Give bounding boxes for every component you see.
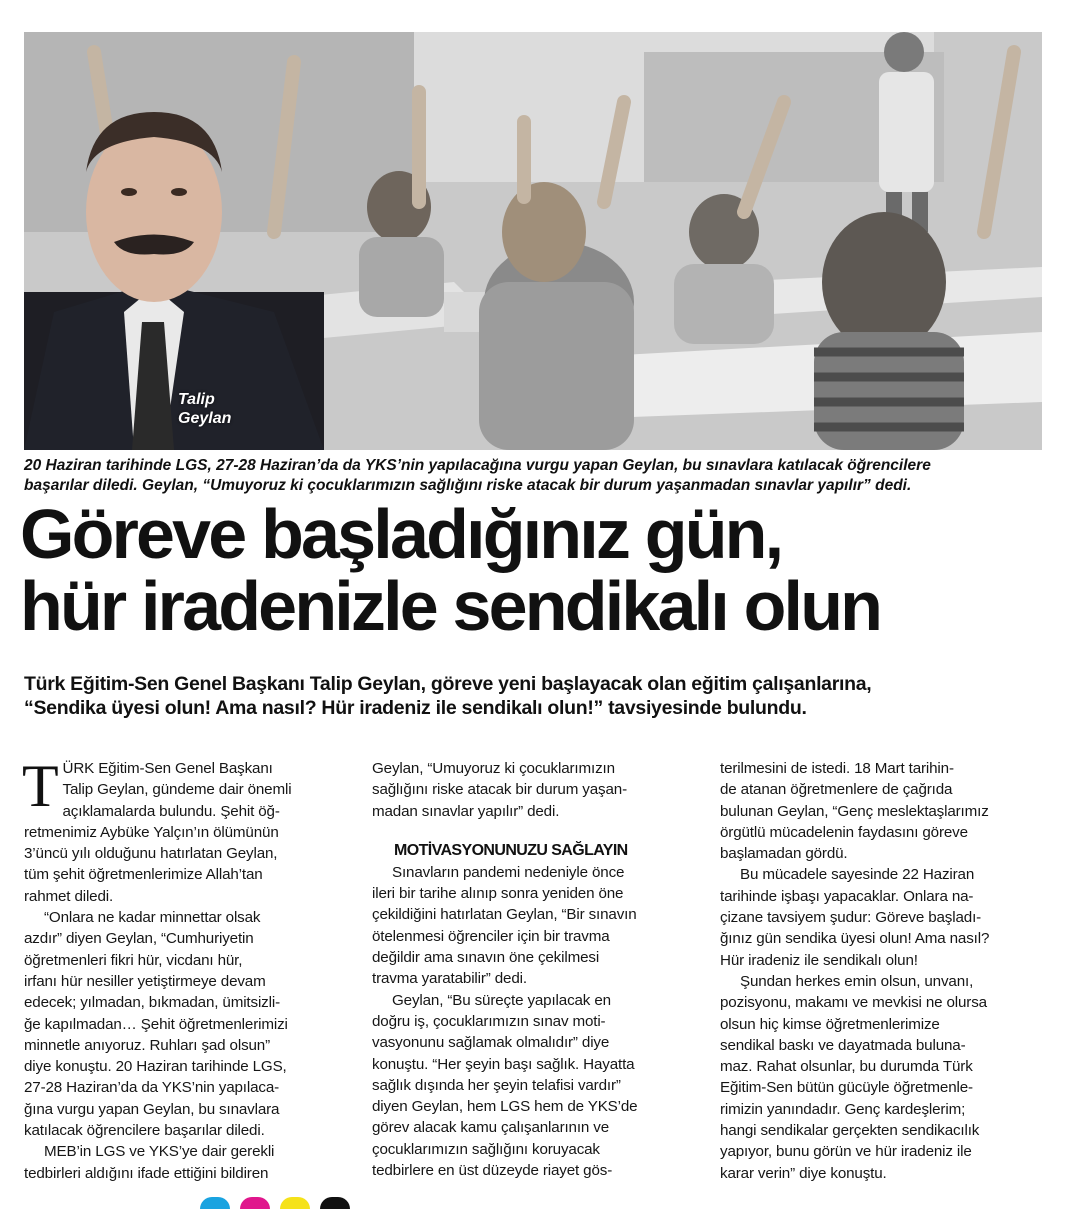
body-line: diyen Geylan, hem LGS hem de YKS’de xyxy=(372,1098,638,1116)
body-line: rimizin yanındadır. Genç kardeşlerim; xyxy=(720,1100,966,1118)
body-line: 27-28 Haziran’da da YKS’nin yapılaca- xyxy=(24,1079,280,1097)
body-column-2 xyxy=(372,758,690,1181)
body-line: sağlığını riske atacak bir durum yaşan- xyxy=(372,781,627,799)
body-column-1 xyxy=(22,753,342,1184)
body-line: görev alacak kamu çalışanlarının ve xyxy=(372,1119,610,1137)
body-line: diye konuştu. 20 Haziran tarihinde LGS, xyxy=(24,1058,287,1076)
body-line: açıklamalarda bulundu. Şehit öğ- xyxy=(62,802,280,820)
body-line: pozisyonu, makamı ve mevkisi ne olursa xyxy=(720,994,987,1012)
body-line: travma yaratabilir” dedi. xyxy=(372,970,527,988)
body-line: vasyonunu sağlamak olmalıdır” diye xyxy=(372,1034,610,1052)
body-line: yapıyor, bunu görün ve hür iradeniz ile xyxy=(720,1143,972,1161)
body-line: “Onlara ne kadar minnettar olsak xyxy=(44,909,261,927)
deck-line: Türk Eğitim-Sen Genel Başkanı Talip Geylan, göreve yeni başlayacak olan eğitim çalışanlarına, xyxy=(24,673,872,695)
registration-mark-yellow xyxy=(280,1197,310,1209)
body-line: Geylan, “Bu süreçte yapılacak en xyxy=(392,991,611,1009)
article-deck xyxy=(24,672,1044,720)
body-line: ÜRK Eğitim-Sen Genel Başkanı xyxy=(62,760,273,777)
body-line: Eğitim-Sen bütün gücüyle öğretmenle- xyxy=(720,1079,973,1097)
drop-cap: T xyxy=(22,753,59,819)
body-line: Geylan, “Umuyoruz ki çocuklarımızın xyxy=(372,760,615,777)
body-line: tüm şehit öğretmenlerimize Allah’tan xyxy=(24,866,263,884)
body-line: karar verin” diye konuştu. xyxy=(720,1164,887,1182)
photo-label-last: Geylan xyxy=(178,410,232,427)
classroom-illustration xyxy=(24,32,1042,450)
body-line: katılacak öğrencilere başarılar diledi. xyxy=(24,1122,265,1140)
body-line: minnetle anıyoruz. Ruhları şad olsun” xyxy=(24,1036,271,1054)
headline-line: hür iradenizle sendikalı olun xyxy=(20,567,881,645)
caption-line: başarılar diledi. Geylan, “Umuyoruz ki çocuklarımızın sağlığını riske atacak bir durum yaşanmadan sınavlar yapılır” dedi. xyxy=(24,477,912,494)
body-line: de atanan öğretmenlere de çağrıda xyxy=(720,781,953,799)
caption-line: 20 Haziran tarihinde LGS, 27-28 Haziran’da da YKS’nin yapılacağına vurgu yapan Geylan, bu sınavlara katılacak öğrencilere xyxy=(24,457,931,474)
body-line: çizane tavsiyem şudur: Göreve başladı- xyxy=(720,909,982,927)
body-line: irfanı hür nesiller yetiştirmeye devam xyxy=(24,972,266,990)
body-line: başlamadan gördü. xyxy=(720,845,848,863)
body-line: 3’üncü yılı olduğunu hatırlatan Geylan, xyxy=(24,845,278,863)
body-line: öğretmenleri fikri hür, vicdanı hür, xyxy=(24,951,243,969)
body-line: azdır” diyen Geylan, “Cumhuriyetin xyxy=(24,930,254,948)
body-line: tarihinde işbaşı yapacaklar. Onlara na- xyxy=(720,887,974,905)
section-subhead: MOTİVASYONUNUZU SAĞLAYIN xyxy=(394,841,628,859)
body-line: bulunan Geylan, “Genç meslektaşlarımız xyxy=(720,802,989,820)
body-line: ötelenmesi öğrenciler için bir travma xyxy=(372,927,610,945)
body-line: sendikal baskı ve dayatmada buluna- xyxy=(720,1036,966,1054)
body-line: konuştu. “Her şeyin başı sağlık. Hayatta xyxy=(372,1055,635,1073)
article-photo xyxy=(24,32,1042,450)
registration-mark-black xyxy=(320,1197,350,1209)
body-line: çocuklarımızın sağlığını koruyacak xyxy=(372,1140,600,1158)
body-line: doğru iş, çocuklarımızın sınav moti- xyxy=(372,1012,606,1030)
body-line: MEB’in LGS ve YKS’ye dair gerekli xyxy=(44,1143,275,1161)
body-line: retmenimiz Aybüke Yalçın’ın ölümünün xyxy=(24,823,279,841)
photo-name-label xyxy=(178,390,231,428)
body-line: sağlık dışında her şeyin telafisi vardır” xyxy=(372,1076,621,1094)
body-line: olsun hiç kimse öğretmenlerimize xyxy=(720,1015,940,1033)
body-line: ğınız gün sendika üyesi olun! Ama nasıl? xyxy=(720,930,990,948)
headline xyxy=(20,495,1060,645)
body-line: Sınavların pandemi nedeniyle önce xyxy=(392,863,625,881)
photo-label-first: Talip xyxy=(178,391,215,408)
body-line: maz. Rahat olsunlar, bu durumda Türk xyxy=(720,1058,973,1076)
body-line: terilmesini de istedi. 18 Mart tarihin- xyxy=(720,760,954,777)
body-line: hangi sendikalar gerçekten sendikacılık xyxy=(720,1122,980,1140)
body-line: değildir ama sınavın öne çekilmesi xyxy=(372,949,600,967)
deck-line: “Sendika üyesi olun! Ama nasıl? Hür iradeniz ile sendikalı olun!” tavsiyesinde bulundu. xyxy=(24,697,807,719)
body-line: Hür iradeniz ile sendikalı olun! xyxy=(720,951,918,969)
photo-caption xyxy=(24,456,1042,496)
body-line: tedbirlere en üst düzeyde riayet gös- xyxy=(372,1162,613,1180)
body-line: ileri bir tarihe alınıp sonra yeniden öne xyxy=(372,885,624,903)
body-line: rahmet diledi. xyxy=(24,887,114,905)
body-line: ğına vurgu yapan Geylan, bu sınavlara xyxy=(24,1100,280,1118)
registration-mark-magenta xyxy=(240,1197,270,1209)
registration-mark-cyan xyxy=(200,1197,230,1209)
headline-line: Göreve başladığınız gün, xyxy=(20,495,782,573)
body-line: örgütlü mücadelenin faydasını göreve xyxy=(720,823,968,841)
body-line: edecek; yılmadan, bıkmadan, ümitsizli- xyxy=(24,994,280,1012)
body-line: Bu mücadele sayesinde 22 Haziran xyxy=(740,866,975,884)
body-column-3 xyxy=(720,758,1038,1184)
body-line: Talip Geylan, gündeme dair önemli xyxy=(62,781,292,799)
body-line: çekildiğini hatırlatan Geylan, “Bir sınavın xyxy=(372,906,637,924)
body-line: ğe kapılmadan… Şehit öğretmenlerimizi xyxy=(24,1015,288,1033)
body-line: madan sınavlar yapılır” dedi. xyxy=(372,802,560,820)
body-line: Şundan herkes emin olsun, unvanı, xyxy=(740,972,974,990)
body-line: tedbirleri aldığını ifade ettiğini bildiren xyxy=(24,1164,269,1182)
